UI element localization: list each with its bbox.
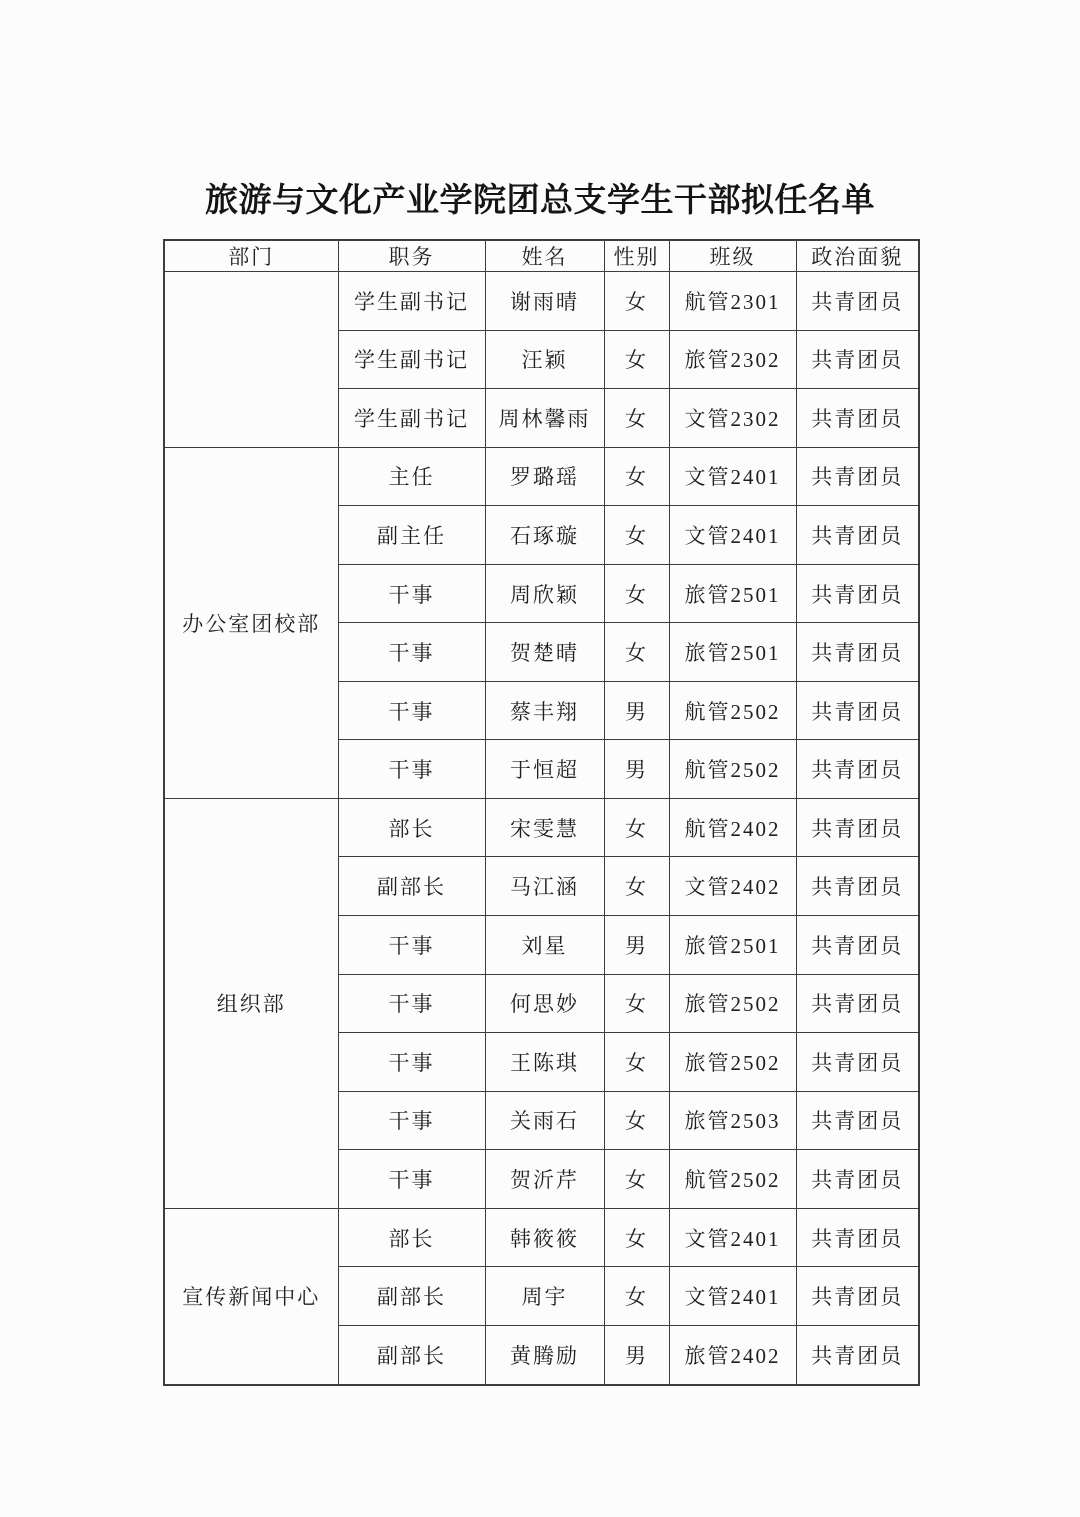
position-cell: 干事	[338, 1091, 485, 1150]
gender-cell: 女	[604, 564, 669, 623]
position-cell: 干事	[338, 740, 485, 799]
name-cell: 黄腾励	[485, 1325, 604, 1385]
column-header-class: 班级	[669, 240, 796, 272]
gender-cell: 女	[604, 1150, 669, 1209]
department-cell: 宣传新闻中心	[164, 1208, 338, 1385]
class-cell: 旅管2501	[669, 916, 796, 975]
table-row	[164, 272, 919, 331]
name-cell: 周林馨雨	[485, 389, 604, 448]
gender-cell: 女	[604, 974, 669, 1033]
position-cell: 主任	[338, 447, 485, 506]
gender-cell: 女	[604, 1091, 669, 1150]
position-cell: 学生副书记	[338, 389, 485, 448]
class-cell: 文管2401	[669, 1267, 796, 1326]
gender-cell: 女	[604, 506, 669, 565]
position-cell: 部长	[338, 798, 485, 857]
name-cell: 王陈琪	[485, 1033, 604, 1092]
gender-cell: 女	[604, 798, 669, 857]
class-cell: 旅管2402	[669, 1325, 796, 1385]
column-header-gender: 性别	[604, 240, 669, 272]
class-cell: 旅管2503	[669, 1091, 796, 1150]
gender-cell: 男	[604, 681, 669, 740]
position-cell: 干事	[338, 916, 485, 975]
class-cell: 航管2301	[669, 272, 796, 331]
position-cell: 干事	[338, 681, 485, 740]
class-cell: 旅管2501	[669, 623, 796, 682]
position-cell: 干事	[338, 974, 485, 1033]
name-cell: 于恒超	[485, 740, 604, 799]
name-cell: 谢雨晴	[485, 272, 604, 331]
department-cell	[164, 272, 338, 448]
name-cell: 汪颖	[485, 330, 604, 389]
political-status-cell: 共青团员	[796, 272, 919, 331]
department-cell: 办公室团校部	[164, 447, 338, 798]
name-cell: 何思妙	[485, 974, 604, 1033]
name-cell: 关雨石	[485, 1091, 604, 1150]
political-status-cell: 共青团员	[796, 1208, 919, 1267]
position-cell: 干事	[338, 1033, 485, 1092]
roster-table	[163, 239, 920, 1386]
name-cell: 罗璐瑶	[485, 447, 604, 506]
table-row	[164, 447, 919, 506]
class-cell: 文管2401	[669, 1208, 796, 1267]
gender-cell: 女	[604, 447, 669, 506]
political-status-cell: 共青团员	[796, 330, 919, 389]
class-cell: 航管2502	[669, 740, 796, 799]
political-status-cell: 共青团员	[796, 916, 919, 975]
class-cell: 旅管2302	[669, 330, 796, 389]
political-status-cell: 共青团员	[796, 1267, 919, 1326]
position-cell: 干事	[338, 1150, 485, 1209]
name-cell: 周宇	[485, 1267, 604, 1326]
name-cell: 贺楚晴	[485, 623, 604, 682]
class-cell: 航管2502	[669, 1150, 796, 1209]
political-status-cell: 共青团员	[796, 1033, 919, 1092]
column-header-position: 职务	[338, 240, 485, 272]
gender-cell: 女	[604, 389, 669, 448]
name-cell: 韩筱筱	[485, 1208, 604, 1267]
name-cell: 马江涵	[485, 857, 604, 916]
position-cell: 副主任	[338, 506, 485, 565]
class-cell: 文管2402	[669, 857, 796, 916]
political-status-cell: 共青团员	[796, 974, 919, 1033]
political-status-cell: 共青团员	[796, 1150, 919, 1209]
gender-cell: 女	[604, 623, 669, 682]
name-cell: 周欣颖	[485, 564, 604, 623]
political-status-cell: 共青团员	[796, 389, 919, 448]
gender-cell: 女	[604, 1267, 669, 1326]
class-cell: 旅管2502	[669, 974, 796, 1033]
class-cell: 文管2401	[669, 506, 796, 565]
political-status-cell: 共青团员	[796, 681, 919, 740]
column-header-department: 部门	[164, 240, 338, 272]
position-cell: 学生副书记	[338, 330, 485, 389]
political-status-cell: 共青团员	[796, 857, 919, 916]
gender-cell: 女	[604, 330, 669, 389]
position-cell: 副部长	[338, 857, 485, 916]
gender-cell: 女	[604, 1033, 669, 1092]
position-cell: 部长	[338, 1208, 485, 1267]
class-cell: 旅管2502	[669, 1033, 796, 1092]
name-cell: 贺沂芹	[485, 1150, 604, 1209]
political-status-cell: 共青团员	[796, 447, 919, 506]
document-title: 旅游与文化产业学院团总支学生干部拟任名单	[205, 183, 875, 219]
position-cell: 学生副书记	[338, 272, 485, 331]
gender-cell: 女	[604, 1208, 669, 1267]
header-row	[164, 240, 919, 272]
political-status-cell: 共青团员	[796, 798, 919, 857]
political-status-cell: 共青团员	[796, 564, 919, 623]
position-cell: 副部长	[338, 1267, 485, 1326]
table-row	[164, 798, 919, 857]
gender-cell: 女	[604, 857, 669, 916]
class-cell: 航管2402	[669, 798, 796, 857]
name-cell: 宋雯慧	[485, 798, 604, 857]
class-cell: 文管2302	[669, 389, 796, 448]
name-cell: 石琢璇	[485, 506, 604, 565]
class-cell: 文管2401	[669, 447, 796, 506]
department-cell: 组织部	[164, 798, 338, 1208]
political-status-cell: 共青团员	[796, 1091, 919, 1150]
position-cell: 副部长	[338, 1325, 485, 1385]
political-status-cell: 共青团员	[796, 623, 919, 682]
position-cell: 干事	[338, 564, 485, 623]
position-cell: 干事	[338, 623, 485, 682]
gender-cell: 男	[604, 916, 669, 975]
gender-cell: 男	[604, 740, 669, 799]
political-status-cell: 共青团员	[796, 1325, 919, 1385]
name-cell: 刘星	[485, 916, 604, 975]
gender-cell: 女	[604, 272, 669, 331]
political-status-cell: 共青团员	[796, 740, 919, 799]
gender-cell: 男	[604, 1325, 669, 1385]
table-row	[164, 1208, 919, 1267]
column-header-political-status: 政治面貌	[796, 240, 919, 272]
class-cell: 航管2502	[669, 681, 796, 740]
column-header-name: 姓名	[485, 240, 604, 272]
political-status-cell: 共青团员	[796, 506, 919, 565]
name-cell: 蔡丰翔	[485, 681, 604, 740]
class-cell: 旅管2501	[669, 564, 796, 623]
roster-table-body	[164, 272, 919, 1386]
